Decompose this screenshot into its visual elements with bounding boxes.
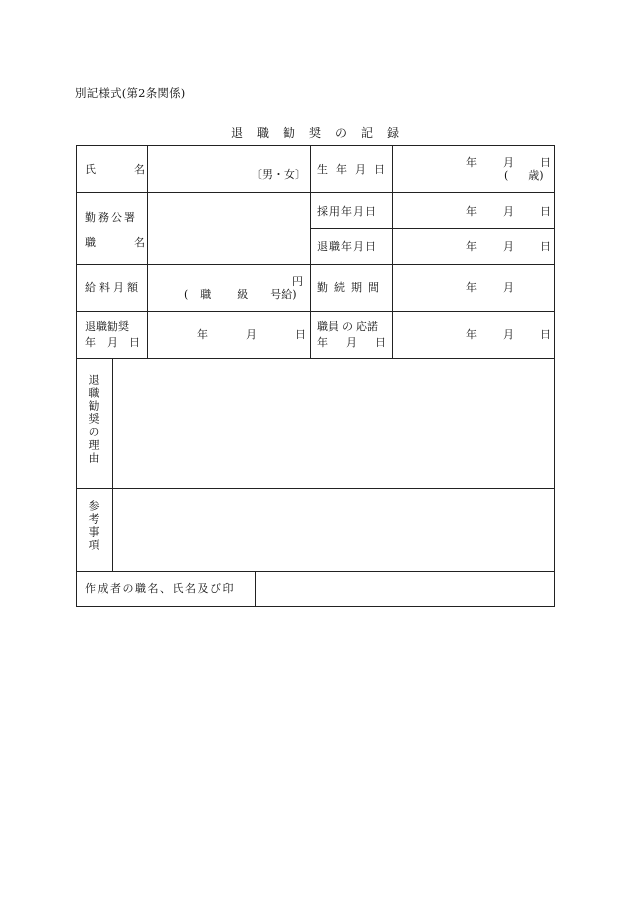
- table-line: [77, 358, 554, 359]
- table-line: [77, 311, 554, 312]
- age-field[interactable]: ( 歳): [504, 169, 544, 182]
- table-line: [310, 228, 554, 229]
- title-char: 録: [387, 126, 400, 140]
- name-field[interactable]: 〔男・女〕: [251, 168, 306, 181]
- reason-field[interactable]: [114, 360, 552, 486]
- service-period-label: 勤 続 期 間: [317, 281, 379, 294]
- birth-date-label: 生 年 月 日: [317, 163, 385, 176]
- retire-date-field[interactable]: 年 月 日: [466, 240, 551, 253]
- reason-label: 退職勧奨の理由: [87, 374, 100, 465]
- author-label: 作成者の職名、氏名及び印: [85, 582, 235, 595]
- author-field[interactable]: [257, 573, 552, 606]
- recommend-date-label: 退職勧奨: [85, 320, 129, 333]
- title-char: 退: [230, 126, 243, 140]
- table-line: [77, 192, 554, 193]
- table-line: [255, 571, 256, 606]
- consent-date-label-2: 年 月 日: [317, 336, 386, 349]
- salary-grade-field[interactable]: ( 職 級 号給): [184, 288, 297, 301]
- table-line: [77, 571, 554, 572]
- table-line: [147, 146, 148, 358]
- table-line: [77, 488, 554, 489]
- title-char: の: [335, 126, 348, 140]
- table-line: [77, 264, 554, 265]
- retire-date-label: 退職年月日: [317, 240, 377, 253]
- document-title: [0, 124, 630, 141]
- title-char: 記: [361, 126, 374, 140]
- notes-label: 参考事項: [87, 500, 100, 552]
- service-period-field[interactable]: 年 月: [466, 281, 514, 294]
- table-line: [392, 146, 393, 358]
- record-table: [76, 145, 555, 607]
- consent-date-label: 職員 の 応諾: [317, 320, 378, 333]
- name-label: 氏 名: [85, 163, 145, 176]
- title-char: 職: [256, 126, 269, 140]
- hire-date-label: 採用年月日: [317, 205, 377, 218]
- office-label: 勤務公署: [85, 211, 137, 224]
- title-char: 奨: [308, 126, 321, 140]
- recommend-date-label-2: 年 月 日: [85, 336, 140, 349]
- table-line: [112, 358, 113, 571]
- consent-date-field[interactable]: 年 月 日: [466, 328, 551, 341]
- position-label: 職 名: [85, 236, 145, 249]
- yen-unit: 円: [292, 275, 303, 288]
- hire-date-field[interactable]: 年 月 日: [466, 205, 551, 218]
- recommend-date-field[interactable]: 年 月 日: [197, 328, 306, 341]
- table-line: [310, 146, 311, 358]
- birth-date-field[interactable]: 年 月 日: [466, 156, 551, 169]
- form-number: 別記様式(第2条関係): [75, 86, 186, 100]
- salary-label: 給 料 月 額: [85, 281, 138, 294]
- notes-field[interactable]: [114, 490, 552, 569]
- title-char: 勧: [282, 126, 295, 140]
